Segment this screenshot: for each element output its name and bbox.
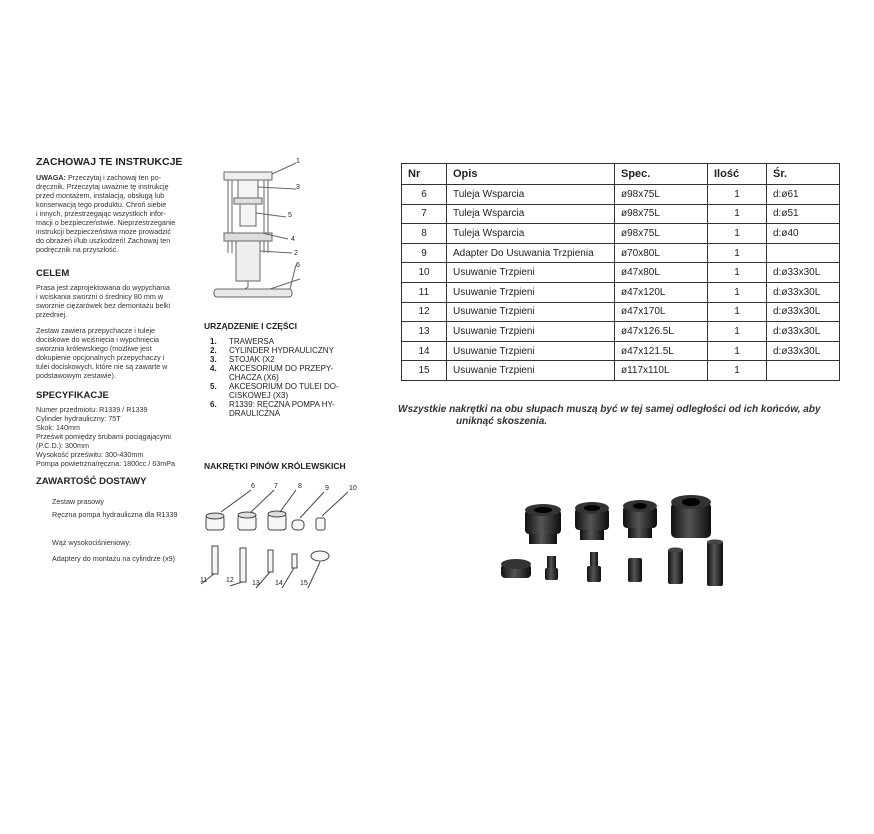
cell-spec: ø47x121.5L — [615, 341, 708, 361]
celem-line: Zestaw zawiera przepychacze i tuleje — [36, 326, 156, 335]
diagram-label: 2 — [294, 250, 298, 257]
cell-ilosc: 1 — [708, 322, 767, 342]
note-block — [398, 404, 838, 428]
spec-block — [36, 405, 206, 468]
cell-sr: d:ø33x30L — [767, 322, 840, 342]
spec-line: Skok: 140mm — [36, 423, 80, 432]
cell-spec: ø98x75L — [615, 224, 708, 244]
pin-13 — [587, 552, 601, 582]
cell-sr — [767, 243, 840, 263]
cell-nr: 7 — [402, 204, 447, 224]
nut-label: 9 — [325, 485, 329, 492]
cell-nr: 8 — [402, 224, 447, 244]
nut-label: 7 — [274, 483, 278, 490]
cell-spec: ø70x80L — [615, 243, 708, 263]
celem-line: podstawowym zestawie). — [36, 371, 116, 380]
celem-line: przedniej. — [36, 310, 68, 319]
sleeve-6 — [525, 504, 561, 544]
cell-nr: 15 — [402, 361, 447, 381]
pin-10 — [628, 558, 642, 582]
nut-label: 11 — [200, 577, 208, 584]
product-photo — [495, 490, 745, 595]
cell-nr: 13 — [402, 322, 447, 342]
cell-ilosc: 1 — [708, 243, 767, 263]
cell-ilosc: 1 — [708, 341, 767, 361]
cell-spec: ø47x120L — [615, 282, 708, 302]
spec-line: (P.C.D.): 300mm — [36, 441, 89, 450]
delivery-line: Adaptery do montażu na cylindrze (x9) — [52, 553, 176, 563]
header-sr: Śr. — [767, 164, 840, 185]
parts-item: 5. AKCESORIUM DO TULEI DO- — [210, 382, 339, 391]
cell-opis: Tuleja Wsparcia — [447, 224, 615, 244]
uwaga-line: Przeczytaj i zachowaj ten po- — [67, 173, 162, 182]
cell-ilosc: 1 — [708, 263, 767, 283]
parts-item: 1. TRAWERSA — [210, 337, 275, 346]
uwaga-label: UWAGA: — [36, 173, 66, 182]
table-row — [402, 341, 840, 361]
celem-line: Prasa jest zaprojektowana do wypychania — [36, 283, 170, 292]
cell-sr — [767, 361, 840, 381]
cell-opis: Adapter Do Usuwania Trzpienia — [447, 243, 615, 263]
parts-item: CHACZA (X6) — [229, 373, 279, 382]
delivery-title: ZAWARTOŚĆ DOSTAWY — [36, 476, 147, 487]
cell-spec: ø117x110L — [615, 361, 708, 381]
cell-spec: ø47x80L — [615, 263, 708, 283]
nuts-diagram — [196, 478, 366, 590]
uwaga-block — [36, 173, 196, 254]
celem-line: dociskowe do wciśnięcia i wypchnięcia — [36, 335, 160, 344]
celem-line: sworznia królewskiego (możliwe jest — [36, 344, 152, 353]
table-row — [402, 282, 840, 302]
nuts-title: NAKRĘTKI PINÓW KRÓLEWSKICH — [204, 461, 346, 471]
uwaga-line: i innych, przestrzegając wszystkich infor- — [36, 209, 166, 218]
press-diagram — [210, 155, 310, 310]
header-ilosc: Ilość — [708, 164, 767, 185]
table-row — [402, 361, 840, 381]
pin-15 — [501, 559, 531, 578]
table-body — [402, 185, 840, 381]
parts-item: DRAULICZNA — [229, 409, 281, 418]
cell-ilosc: 1 — [708, 224, 767, 244]
delivery-line: Ręczna pompa hydrauliczna dla R1339 — [52, 509, 178, 519]
diagram-label: 6 — [296, 262, 300, 269]
note-line: uniknąć skoszenia. — [456, 416, 548, 427]
spec-line: Prześwit pomiędzy śrubami pociągającymi — [36, 432, 172, 441]
sleeve-7 — [575, 502, 609, 540]
cell-opis: Usuwanie Trzpieni — [447, 302, 615, 322]
cell-sr: d:ø40 — [767, 224, 840, 244]
cell-sr: d:ø61 — [767, 185, 840, 205]
cell-ilosc: 1 — [708, 302, 767, 322]
cell-spec: ø47x170L — [615, 302, 708, 322]
diagram-label: 3 — [296, 184, 300, 191]
sleeve-8 — [623, 500, 657, 538]
note-line: Wszystkie nakrętki na obu słupach muszą być w tej samej odległości od ich końców, aby — [398, 404, 821, 415]
cell-opis: Usuwanie Trzpieni — [447, 341, 615, 361]
uwaga-line: konserwacją tego produktu. Chroń siebie — [36, 200, 167, 209]
spec-line: Numer przedmiotu: R1339 / R1339 — [36, 405, 148, 414]
cell-nr: 12 — [402, 302, 447, 322]
cell-ilosc: 1 — [708, 361, 767, 381]
table-row — [402, 185, 840, 205]
cell-opis: Usuwanie Trzpieni — [447, 263, 615, 283]
cell-ilosc: 1 — [708, 185, 767, 205]
celem-line: i wciskania sworzni o średnicy 80 mm w — [36, 292, 164, 301]
nut-label: 12 — [226, 577, 234, 584]
cell-nr: 10 — [402, 263, 447, 283]
cell-opis: Usuwanie Trzpieni — [447, 361, 615, 381]
cell-spec: ø47x126.5L — [615, 322, 708, 342]
cell-spec: ø98x75L — [615, 185, 708, 205]
parts-list — [210, 337, 360, 418]
celem-line — [36, 319, 201, 326]
cell-nr: 6 — [402, 185, 447, 205]
cell-sr: d:ø33x30L — [767, 263, 840, 283]
table-row — [402, 302, 840, 322]
nut-label: 13 — [252, 580, 260, 587]
spec-line: Pompa powietrzna/ręczna: 1800cc / 63mPa — [36, 459, 176, 468]
cell-sr: d:ø33x30L — [767, 282, 840, 302]
diagram-label: 1 — [296, 158, 300, 165]
spec-line: Cylinder hydrauliczny: 75T — [36, 414, 121, 423]
celem-title: CELEM — [36, 268, 70, 279]
cell-sr: d:ø51 — [767, 204, 840, 224]
header-nr: Nr — [402, 164, 447, 185]
pin-14 — [545, 556, 558, 580]
delivery-line: Zestaw prasowy — [52, 497, 104, 506]
celem-block — [36, 283, 201, 380]
pin-12 — [707, 540, 723, 587]
nut-label: 8 — [298, 483, 302, 490]
table-row — [402, 224, 840, 244]
parts-item: 6. R1339: RĘCZNA POMPA HY- — [210, 400, 335, 409]
uwaga-line: podręcznik na przyszłość. — [36, 245, 119, 254]
cell-opis: Tuleja Wsparcia — [447, 204, 615, 224]
cell-sr: d:ø33x30L — [767, 341, 840, 361]
parts-spec-table — [401, 163, 840, 381]
nut-label: 10 — [349, 485, 357, 492]
pin-11 — [668, 548, 683, 585]
table-row — [402, 204, 840, 224]
uwaga-line: dręcznik. Przeczytaj uważnie tę instrukcję — [36, 182, 169, 191]
celem-line: dokupienie opcjonalnych przepychaczy i — [36, 353, 165, 362]
table-row — [402, 322, 840, 342]
uwaga-line: przed montażem, instalacją, obsługą lub — [36, 191, 165, 200]
celem-line: tulei dociskowych, które nie są zawarte w — [36, 362, 168, 371]
diagram-label: 4 — [291, 236, 295, 243]
parts-item: 3. STOJAK (X2 — [210, 355, 275, 364]
cell-opis: Usuwanie Trzpieni — [447, 322, 615, 342]
uwaga-line: macji o bezpieczeństwie. Nieprzestrzeganie — [36, 218, 176, 227]
spec-title: SPECYFIKACJE — [36, 390, 109, 401]
table-row — [402, 263, 840, 283]
adapter-9 — [671, 495, 711, 538]
instructions-title: ZACHOWAJ TE INSTRUKCJE — [36, 156, 183, 168]
uwaga-line: do obrażeń i/lub uszkodzeń! Zachowaj ten — [36, 236, 171, 245]
nut-label: 6 — [251, 483, 255, 490]
table-row — [402, 243, 840, 263]
cell-sr: d:ø33x30L — [767, 302, 840, 322]
cell-ilosc: 1 — [708, 282, 767, 302]
nut-label: 15 — [300, 580, 308, 587]
parts-item: 4. AKCESORIUM DO PRZEPY- — [210, 364, 334, 373]
cell-opis: Usuwanie Trzpieni — [447, 282, 615, 302]
delivery-line: Wąż wysokociśnieniowy: — [52, 538, 132, 547]
header-spec: Spec. — [615, 164, 708, 185]
cell-spec: ø98x75L — [615, 204, 708, 224]
celem-line: sworznie ciężarówek bez demontażu belki — [36, 301, 171, 310]
uwaga-line: instrukcji bezpieczeństwa może prowadzić — [36, 227, 172, 236]
diagram-label: 5 — [288, 212, 292, 219]
cell-nr: 11 — [402, 282, 447, 302]
parts-title: URZĄDZENIE I CZĘŚCI — [204, 321, 298, 331]
cell-opis: Tuleja Wsparcia — [447, 185, 615, 205]
header-opis: Opis — [447, 164, 615, 185]
cell-nr: 14 — [402, 341, 447, 361]
parts-item: CISKOWEJ (X3) — [229, 391, 289, 400]
nut-label: 14 — [275, 580, 283, 587]
spec-line: Wysokość prześwitu: 300-430mm — [36, 450, 144, 459]
parts-item: 2. CYLINDER HYDRAULICZNY — [210, 346, 334, 355]
table-header-row — [402, 164, 840, 185]
cell-ilosc: 1 — [708, 204, 767, 224]
cell-nr: 9 — [402, 243, 447, 263]
